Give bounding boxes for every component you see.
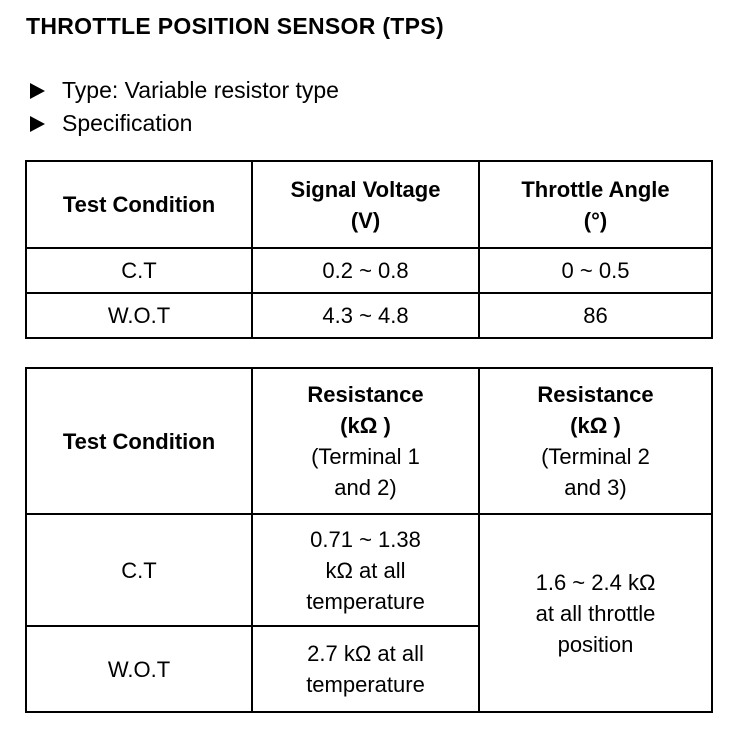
bullet-text: Specification	[62, 110, 193, 136]
header-test-condition: Test Condition	[26, 161, 252, 248]
cell-signal-voltage: 0.2 ~ 0.8	[252, 248, 479, 293]
table-row	[26, 514, 712, 626]
page-title: THROTTLE POSITION SENSOR (TPS)	[26, 13, 444, 39]
signal-voltage-table	[25, 160, 713, 339]
table-header-row	[26, 368, 712, 514]
cell-resistance-1-2: 2.7 kΩ at all temperature	[252, 626, 479, 712]
resistance-table	[25, 367, 713, 713]
header-signal-voltage: Signal Voltage (V)	[252, 161, 479, 248]
cell-condition: C.T	[26, 248, 252, 293]
triangle-bullet-icon	[30, 116, 45, 132]
header-throttle-angle: Throttle Angle (°)	[479, 161, 712, 248]
cell-throttle-angle: 86	[479, 293, 712, 338]
cell-signal-voltage: 4.3 ~ 4.8	[252, 293, 479, 338]
table-row	[26, 248, 712, 293]
table-header-row	[26, 161, 712, 248]
header-resistance-terminal-2-3: Resistance (kΩ ) (Terminal 2 and 3)	[479, 368, 712, 514]
cell-condition: C.T	[26, 514, 252, 626]
bullet-text: Type: Variable resistor type	[62, 77, 339, 103]
cell-resistance-2-3-merged: 1.6 ~ 2.4 kΩ at all throttle position	[479, 514, 712, 712]
cell-resistance-1-2: 0.71 ~ 1.38 kΩ at all temperature	[252, 514, 479, 626]
cell-condition: W.O.T	[26, 293, 252, 338]
bullet-item-type	[28, 74, 339, 107]
table-row	[26, 293, 712, 338]
bullet-item-specification	[28, 107, 339, 140]
triangle-bullet-icon	[30, 83, 45, 99]
bullet-list	[28, 74, 339, 140]
cell-condition: W.O.T	[26, 626, 252, 712]
cell-throttle-angle: 0 ~ 0.5	[479, 248, 712, 293]
header-test-condition: Test Condition	[26, 368, 252, 514]
header-resistance-terminal-1-2: Resistance (kΩ ) (Terminal 1 and 2)	[252, 368, 479, 514]
